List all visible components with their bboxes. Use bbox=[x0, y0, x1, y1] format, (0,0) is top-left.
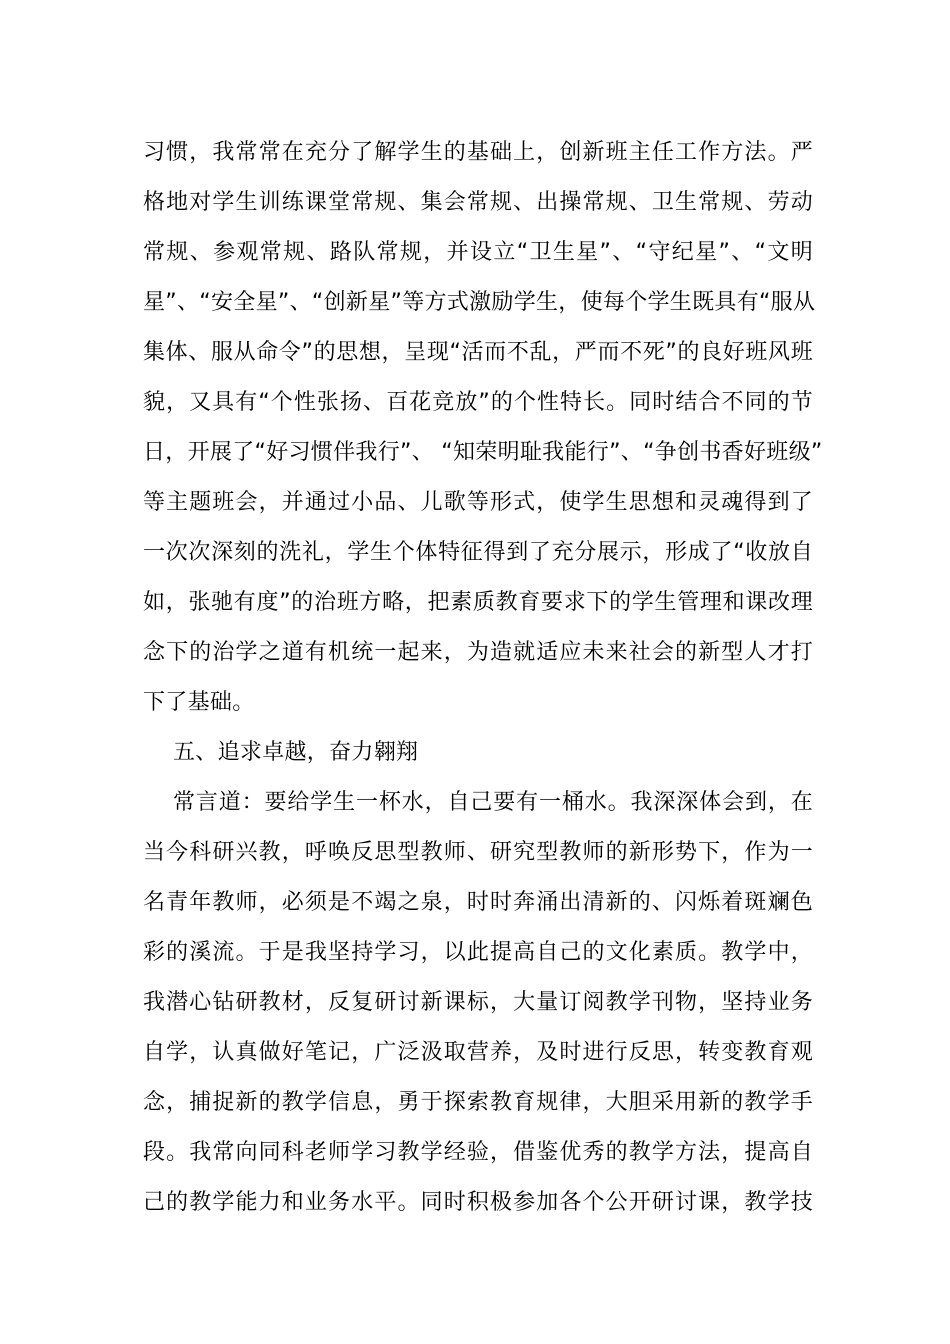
body-text bbox=[143, 128, 823, 1228]
paragraph-1 bbox=[143, 128, 823, 728]
paragraph-line: 念下的治学之道有机统一起来，为造就适应未来社会的新型人才打 bbox=[143, 640, 813, 665]
paragraph-line: 常言道：要给学生一杯水，自己要有一桶水。我深深体会到，在 bbox=[173, 790, 813, 815]
paragraph-line: 自学，认真做好笔记，广泛汲取营养，及时进行反思，转变教育观 bbox=[143, 1040, 813, 1065]
paragraph-line: 己的教学能力和业务水平。同时积极参加各个公开研讨课，教学技 bbox=[143, 1190, 813, 1215]
paragraph-line: 名青年教师，必须是不竭之泉，时时奔涌出清新的、闪烁着斑斓色 bbox=[143, 890, 813, 915]
paragraph-line: 日，开展了“好习惯伴我行”、 “知荣明耻我能行”、“争创书香好班级” bbox=[143, 440, 823, 465]
paragraph-line: 星”、“安全星”、“创新星”等方式激励学生，使每个学生既具有“服从 bbox=[143, 290, 816, 315]
paragraph-line: 下了基础。 bbox=[143, 690, 255, 715]
paragraph-line: 我潜心钻研教材，反复研讨新课标，大量订阅教学刊物，坚持业务 bbox=[143, 990, 813, 1015]
paragraph-line: 集体、服从命令”的思想，呈现“活而不乱，严而不死”的良好班风班 bbox=[143, 340, 813, 365]
paragraph-line: 貌，又具有“个性张扬、百花竞放”的个性特长。同时结合不同的节 bbox=[143, 390, 813, 415]
section-heading: 五、追求卓越，奋力翱翔 bbox=[173, 740, 419, 765]
paragraph-line: 常规、参观常规、路队常规，并设立“卫生星”、“守纪星”、“文明 bbox=[143, 240, 813, 265]
paragraph-line: 格地对学生训练课堂常规、集会常规、出操常规、卫生常规、劳动 bbox=[143, 190, 813, 215]
paragraph-line: 念，捕捉新的教学信息，勇于探索教育规律，大胆采用新的教学手 bbox=[143, 1090, 813, 1115]
paragraph-line: 彩的溪流。于是我坚持学习，以此提高自己的文化素质。教学中， bbox=[143, 940, 813, 965]
paragraph-line: 等主题班会，并通过小品、儿歌等形式，使学生思想和灵魂得到了 bbox=[143, 490, 813, 515]
paragraph-line: 如，张驰有度”的治班方略，把素质教育要求下的学生管理和课改理 bbox=[143, 590, 813, 615]
paragraph-line: 当今科研兴教，呼唤反思型教师、研究型教师的新形势下，作为一 bbox=[143, 840, 813, 865]
paragraph-line: 习惯，我常常在充分了解学生的基础上，创新班主任工作方法。严 bbox=[143, 140, 813, 165]
paragraph-2 bbox=[143, 778, 813, 1228]
paragraph-line: 段。我常向同科老师学习教学经验，借鉴优秀的教学方法，提高自 bbox=[143, 1140, 813, 1165]
paragraph-line: 一次次深刻的洗礼，学生个体特征得到了充分展示，形成了“收放自 bbox=[143, 540, 813, 565]
